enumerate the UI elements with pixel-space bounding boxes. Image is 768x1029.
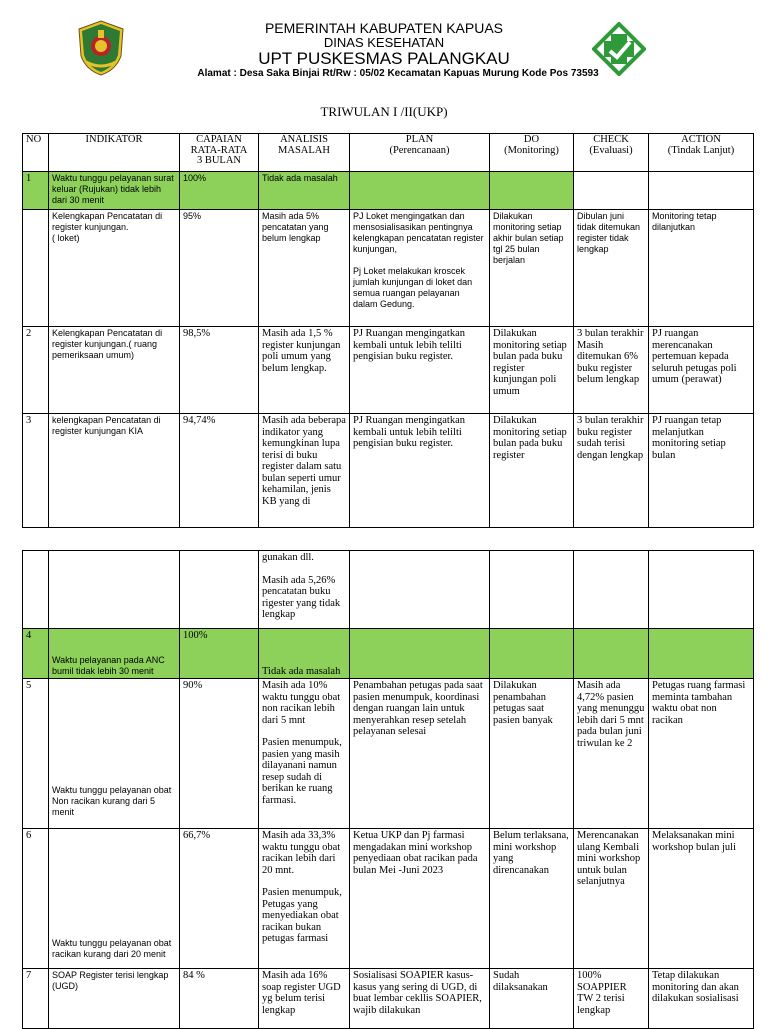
cell-do (490, 629, 574, 679)
cell-do: Dilakukan penambahan petugas saat pasien banyak (490, 679, 574, 829)
cell-check: Merencanakan ulang Kembali mini workshop untuk bulan selanjutnya (574, 829, 649, 969)
cell-action: Petugas ruang farmasi meminta tambahan waktu obat non racikan (649, 679, 754, 829)
cell-capaian: 66,7% (180, 829, 259, 969)
cell-plan: Penambahan petugas pada saat pasien menumpuk, koordinasi dengan ruangan lain untuk menyerahkan resep setelah pelayanan selesai (350, 679, 490, 829)
cell-plan: Ketua UKP dan Pj farmasi mengadakan mini workshop penyediaan obat racikan pada bulan Mei -Juni 2023 (350, 829, 490, 969)
cell-plan: PJ Ruangan mengingatkan kembali untuk lebih telilti pengisian buku register. (350, 327, 490, 414)
cell-analisis: Masih ada 33,3% waktu tunggu obat racikan lebih dari 20 mnt. Pasien menumpuk, Petugas yang menyediakan obat racikan bukan petugas farmasi (259, 829, 350, 969)
cell-capaian: 100% (180, 172, 259, 210)
cell-analisis: Masih ada 1,5 % register kunjungan poli umum yang belum lengkap. (259, 327, 350, 414)
cell-indikator: Waktu tunggu pelayanan obat racikan kurang dari 20 menit (49, 829, 180, 969)
cell-plan: Sosialisasi SOAPIER kasus-kasus yang sering di UGD, di buat lembar cekllis SOAPIER, wajib dilakukan (350, 969, 490, 1029)
address-line: Alamat : Desa Saka Binjai Rt/Rw : 05/02 Kecamatan Kapuas Murung Kode Pos 73593 (197, 68, 599, 79)
cell-action: PJ ruangan merencanakan pertemuan kepada seluruh petugas poli umum (perawat) (649, 327, 754, 414)
cell-indikator: SOAP Register terisi lengkap (UGD) (49, 969, 180, 1029)
organization-name: UPT PUSKESMAS PALANGKAU (258, 49, 510, 68)
cell-do: Sudah dilaksanakan (490, 969, 574, 1029)
cell-do (490, 172, 574, 210)
cell-do (490, 551, 574, 629)
cell-analisis: gunakan dll. Masih ada 5,26% pencatatan buku rigester yang tidak lengkap (259, 551, 350, 629)
cell-no: 3 (23, 414, 49, 528)
cell-capaian: 94,74% (180, 414, 259, 528)
cell-analisis: Masih ada 16% soap register UGD yg belum terisi lengkap (259, 969, 350, 1029)
cell-no: 4 (23, 629, 49, 679)
cell-plan (350, 629, 490, 679)
table-row (23, 172, 754, 210)
evaluation-table-part-1 (22, 133, 754, 528)
cell-analisis: Masih ada 5% pencatatan yang belum lengkap (259, 210, 350, 327)
cell-no: 1 (23, 172, 49, 210)
evaluation-table-part-2 (22, 550, 754, 1029)
cell-check: Masih ada 4,72% pasien yang menunggu lebih dari 5 mnt pada bulan juni triwulan ke 2 (574, 679, 649, 829)
puskesmas-logo-icon (592, 22, 646, 76)
cell-capaian: 95% (180, 210, 259, 327)
cell-check: 3 bulan terakhir Masih ditemukan 6% buku register belum lengkap (574, 327, 649, 414)
cell-plan: PJ Loket mengingatkan dan mensosialisasikan pentingnya kelengkapan pencatatan register kunjungan, Pj Loket melakukan kroscek jumlah kunjungan di loket dan semua ruangan pelayanan dalam Gedung. (350, 210, 490, 327)
table-row (23, 327, 754, 414)
cell-check (574, 551, 649, 629)
col-header-action: ACTION (Tindak Lanjut) (649, 134, 754, 172)
cell-indikator: Waktu pelayanan pada ANC bumil tidak lebih 30 menit (49, 629, 180, 679)
col-header-indikator: INDIKATOR (49, 134, 180, 172)
cell-capaian: 98,5% (180, 327, 259, 414)
cell-analisis: Masih ada beberapa indikator yang kemungkinan lupa terisi di buku register dalam satu bulan seperti umur kehamilan, jenis KB yang di (259, 414, 350, 528)
table-row (23, 414, 754, 528)
cell-capaian: 84 % (180, 969, 259, 1029)
cell-no (23, 210, 49, 327)
letterhead (0, 0, 768, 96)
cell-analisis: Masih ada 10% waktu tunggu obat non racikan lebih dari 5 mnt Pasien menumpuk, pasien yang masih dilayanani namun resep sudah di berikan ke ruang farmasi. (259, 679, 350, 829)
cell-capaian: 100% (180, 629, 259, 679)
table-row (23, 210, 754, 327)
cell-plan (350, 172, 490, 210)
cell-do: Dilakukan monitoring setiap akhir bulan setiap tgl 25 bulan berjalan (490, 210, 574, 327)
col-header-plan: PLAN (Perencanaan) (350, 134, 490, 172)
cell-capaian (180, 551, 259, 629)
col-header-analisis: ANALISIS MASALAH (259, 134, 350, 172)
cell-check: Dibulan juni tidak ditemukan register tidak lengkap (574, 210, 649, 327)
cell-check: 100% SOAPPIER TW 2 terisi lengkap (574, 969, 649, 1029)
cell-indikator: Waktu tunggu pelayanan obat Non racikan kurang dari 5 menit (49, 679, 180, 829)
cell-no: 5 (23, 679, 49, 829)
col-header-capaian: CAPAIAN RATA-RATA 3 BULAN (180, 134, 259, 172)
cell-do: Dilakukan monitoring setiap bulan pada buku register (490, 414, 574, 528)
cell-capaian: 90% (180, 679, 259, 829)
cell-action: PJ ruangan tetap melanjutkan monitoring setiap bulan (649, 414, 754, 528)
cell-no: 6 (23, 829, 49, 969)
cell-analisis: Tidak ada masalah (259, 629, 350, 679)
table-header-row (23, 134, 754, 172)
cell-action (649, 551, 754, 629)
cell-no: 2 (23, 327, 49, 414)
cell-check (574, 172, 649, 210)
cell-indikator (49, 551, 180, 629)
cell-indikator: Kelengkapan Pencatatan di register kunjungan. ( loket) (49, 210, 180, 327)
cell-plan: PJ Ruangan mengingatkan kembali untuk lebih telilti pengisian buku register. (350, 414, 490, 528)
cell-action: Monitoring tetap dilanjutkan (649, 210, 754, 327)
table-row (23, 629, 754, 679)
table-row (23, 551, 754, 629)
government-name: PEMERINTAH KABUPATEN KAPUAS (264, 20, 504, 36)
cell-action: Melaksanakan mini workshop bulan juli (649, 829, 754, 969)
cell-analisis: Tidak ada masalah (259, 172, 350, 210)
cell-do: Belum terlaksana, mini workshop yang direncanakan (490, 829, 574, 969)
col-header-do: DO (Monitoring) (490, 134, 574, 172)
cell-no: 7 (23, 969, 49, 1029)
cell-action (649, 172, 754, 210)
col-header-no: NO (23, 134, 49, 172)
cell-check: 3 bulan terakhir buku register sudah terisi dengan lengkap (574, 414, 649, 528)
cell-action (649, 629, 754, 679)
cell-plan (350, 551, 490, 629)
department-name: DINAS KESEHATAN (323, 35, 445, 50)
cell-indikator: Kelengkapan Pencatatan di register kunjungan.( ruang pemeriksaan umum) (49, 327, 180, 414)
cell-no (23, 551, 49, 629)
table-row (23, 679, 754, 829)
cell-check (574, 629, 649, 679)
table-row (23, 829, 754, 969)
col-header-check: CHECK (Evaluasi) (574, 134, 649, 172)
cell-action: Tetap dilakukan monitoring dan akan dilakukan sosialisasi (649, 969, 754, 1029)
document-title: TRIWULAN I /II(UKP) (320, 104, 448, 119)
cell-do: Dilakukan monitoring setiap bulan pada buku register kunjungan poli umum (490, 327, 574, 414)
cell-indikator: kelengkapan Pencatatan di register kunjungan KIA (49, 414, 180, 528)
cell-indikator: Waktu tunggu pelayanan surat keluar (Rujukan) tidak lebih dari 30 menit (49, 172, 180, 210)
table-row (23, 969, 754, 1029)
